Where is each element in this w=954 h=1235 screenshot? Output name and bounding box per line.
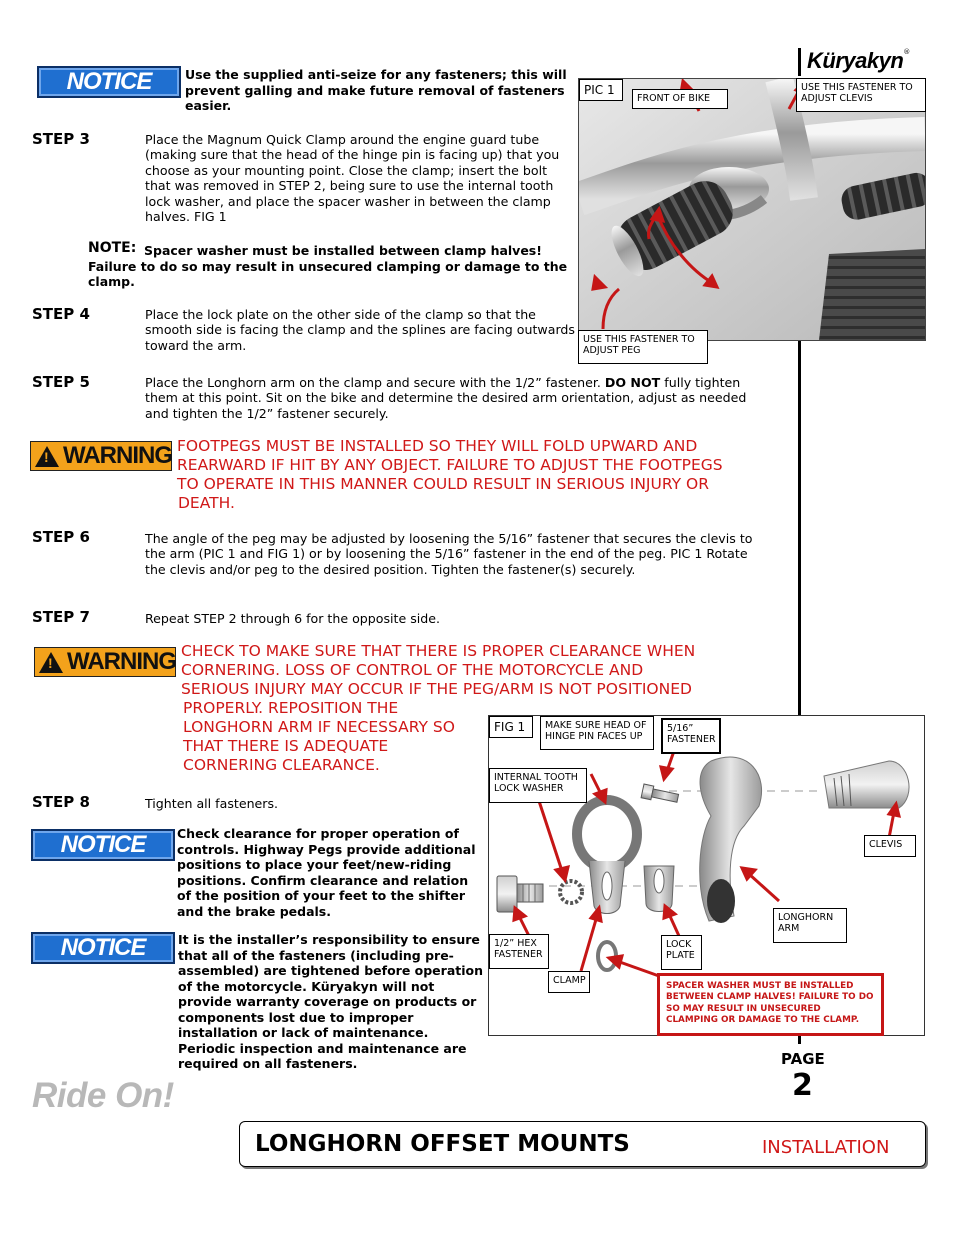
notice-text-responsibility: It is the installer’s responsibility to ensure that all of the fasteners (including pre-assembled) are tightened before operation of the motorcycle. Küryakyn will not provide warranty coverage on products or components lost due to improper installation or lack of maintenance. Periodic inspection and maintenance are required on all fasteners.	[178, 932, 484, 1071]
margin-rule-bottom	[798, 1036, 801, 1044]
notice-text-antiseize: Use the supplied anti-seize for any fasteners; this will prevent galling and make future removal of fasteners easier.	[185, 67, 567, 113]
fig1-hinge-pin-label: MAKE SURE HEAD OF HINGE PIN FACES UP	[540, 716, 654, 750]
warning-badge: ! WARNING	[30, 441, 172, 471]
warning-badge-2: ! WARNING	[34, 647, 176, 677]
fig1-hex-fastener-label: 1/2” HEX FASTENER	[489, 934, 549, 969]
warning-text-clearance: CHECK TO MAKE SURE THAT THERE IS PROPER CLEARANCE WHEN CORNERING. LOSS OF CONTROL OF THE MOTORCYCLE AND SERIOUS INJURY MAY OCCUR IF THE PEG/ARM IS NOT POSITIONED PROPERLY. REPOSITION THE LONGHORN ARM IF NECESSARY SO THAT THERE IS ADEQUATE CORNERING CLEARANCE.	[181, 642, 696, 774]
notice-badge: NOTICE	[37, 66, 181, 98]
fig1-lock-washer-label: INTERNAL TOOTH LOCK WASHER	[489, 768, 587, 803]
pic1-clevis-fastener-label: USE THIS FASTENER TO ADJUST CLEVIS	[796, 78, 926, 112]
page-label: PAGE	[781, 1050, 825, 1068]
step-4-text: Place the lock plate on the other side of the clamp so that the smooth side is facing the clamp and the splines are facing outwards toward the arm.	[145, 307, 575, 353]
warning-triangle-icon	[39, 652, 63, 673]
step-5-label: STEP 5	[32, 373, 90, 391]
notice-text-clearance: Check clearance for proper operation of controls. Highway Pegs provide additional positions to place your feet/new-riding positions. Confirm clearance and relation of the position of your feet to the shifter and the brake pedals.	[177, 826, 476, 919]
margin-rule-top	[798, 340, 801, 716]
step-7-label: STEP 7	[32, 608, 90, 626]
ride-on-tagline: Ride On!	[32, 1076, 174, 1115]
step-3-label: STEP 3	[32, 130, 90, 148]
fig1-516-fastener-label: 5/16” FASTENER	[661, 718, 721, 754]
step-8-text: Tighten all fasteners.	[145, 796, 279, 811]
product-title: LONGHORN OFFSET MOUNTS	[255, 1131, 630, 1157]
warning-text-fold: FOOTPEGS MUST BE INSTALLED SO THEY WILL FOLD UPWARD AND REARWARD IF HIT BY ANY OBJECT. FAILURE TO ADJUST THE FOOTPEGS TO OPERATE IN THIS MANNER COULD RESULT IN SERIOUS INJURY OR DEATH.	[177, 437, 723, 512]
step-7-text: Repeat STEP 2 through 6 for the opposite side.	[145, 611, 441, 626]
fig1-clevis-label: CLEVIS	[864, 835, 916, 857]
fig1-longhorn-arm-label: LONGHORN ARM	[773, 908, 847, 943]
notice-badge: NOTICE	[31, 932, 175, 964]
pic1-photo	[578, 78, 926, 341]
step-6-label: STEP 6	[32, 528, 90, 546]
step-4-label: STEP 4	[32, 305, 90, 323]
pic1-peg-fastener-label: USE THIS FASTENER TO ADJUST PEG	[578, 330, 708, 364]
fig1-spacer-warning: SPACER WASHER MUST BE INSTALLED BETWEEN CLAMP HALVES! FAILURE TO DO SO MAY RESULT IN UNSECURED CLAMPING OR DAMAGE TO THE CLAMP.	[657, 973, 884, 1036]
pic1-front-of-bike-label: FRONT OF BIKE	[632, 89, 728, 109]
footer-title-box	[239, 1121, 926, 1167]
note-label: NOTE:	[88, 240, 137, 256]
warning-triangle-icon	[35, 446, 59, 467]
brand-logo-text: Küryakyn	[807, 48, 904, 73]
page-number: 2	[792, 1068, 813, 1103]
pic1-illustration	[579, 79, 925, 340]
step-3-text: Place the Magnum Quick Clamp around the engine guard tube (making sure that the head of the hinge pin is facing up) that you choose as your mounting point. Close the clamp; insert the bolt that was removed in STEP 2, being sure to use the internal tooth lock washer, and place the spacer washer in between the clamp halves. FIG 1	[145, 132, 560, 225]
pic1-label: PIC 1	[579, 79, 623, 101]
fig1-label: FIG 1	[489, 716, 533, 738]
step-6-text: The angle of the peg may be adjusted by loosening the 5/16” fastener that secures the clevis to the arm (PIC 1 and FIG 1) or by loosening the 5/16” fastener in the end of the peg. PIC 1 Rotate the clevis and/or peg to the desired position. Tighten the fastener(s) securely.	[145, 531, 753, 577]
brand-logo: Küryakyn®	[798, 48, 928, 76]
product-subtitle: INSTALLATION	[762, 1137, 890, 1158]
notice-badge: NOTICE	[31, 829, 175, 861]
step-8-label: STEP 8	[32, 793, 90, 811]
step-5-text: Place the Longhorn arm on the clamp and secure with the 1/2” fastener. DO NOT fully tighten them at this point. Sit on the bike and determine the desired arm orientation, adjust as needed and tighten the 1/2” fastener securely.	[145, 375, 747, 421]
note-text: Spacer washer must be installed between clamp halves! Failure to do so may result in unsecured clamping or damage to the clamp.	[88, 243, 568, 289]
fig1-clamp-label: CLAMP	[548, 971, 590, 993]
fig1-lock-plate-label: LOCK PLATE	[661, 935, 702, 970]
